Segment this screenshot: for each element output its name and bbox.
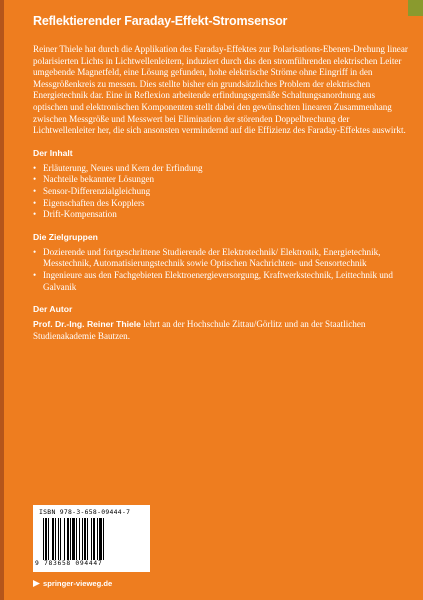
barcode-bar — [60, 518, 61, 560]
author-text: lehrt an der Hochschule Zittau/Görlitz und an der Staatlichen Studienakademie Bautzen. — [33, 319, 366, 341]
bullet-icon: • — [33, 197, 37, 208]
list-item: • Ingenieure aus den Fachgebieten Elektroenergieversorgung, Kraftwerkstechnik, Leittechnik und Galvanik — [33, 269, 393, 292]
barcode-bar — [43, 518, 44, 560]
list-item: • Drift-Kompensation — [33, 209, 117, 220]
barcode-bar — [97, 518, 98, 560]
barcode-bar — [48, 518, 49, 560]
barcode-bar — [67, 518, 69, 560]
barcode-bar — [82, 518, 83, 560]
isbn-barcode — [33, 505, 150, 572]
bullet-icon: • — [33, 209, 37, 220]
barcode-bar — [103, 518, 104, 560]
barcode-bar — [76, 518, 77, 560]
barcode-bar — [64, 518, 65, 560]
inhalt-heading: Der Inhalt — [33, 147, 73, 158]
bullet-icon: • — [33, 162, 37, 173]
inhalt-list — [33, 163, 411, 221]
zielgruppen-heading: Die Zielgruppen — [33, 231, 98, 242]
list-item: • Dozierende und fortgeschrittene Studierende der Elektrotechnik/ Elektronik, Energietechnik, Messtechnik, Automatisierungstechnik sowie Optischen Nachrichten- und Sensortechnik — [33, 246, 381, 269]
barcode-bar — [87, 518, 88, 560]
isbn-number: ISBN 978-3-658-09444-7 — [39, 508, 131, 516]
barcode-bar — [72, 518, 75, 560]
barcode-bar — [55, 518, 56, 560]
author-name: Prof. Dr.-Ing. Reiner Thiele — [33, 319, 141, 330]
author-bio — [33, 319, 411, 342]
list-item: • Nachteile bekannter Lösungen — [33, 174, 155, 185]
barcode-bar — [52, 518, 54, 560]
bullet-icon: • — [33, 269, 37, 280]
arrow-icon — [33, 580, 40, 587]
intro-paragraph: Reiner Thiele hat durch die Applikation des Faraday-Effektes zur Polarisations-Ebenen-Drehung linear polarisierten Lichts in Lichtwellenleitern, induziert durch das den stromführenden elektrischen Leiter umgebende Magnetfeld, eine Lösung gefunden, hohe elektrische Ströme ohne Eingriff in den Messgrößenkreis zu messen. Dies stellte bisher ein grundsätzliches Problem der elektrischen Energietechnik dar. Eine in Reflexion arbeitende erfindungsgemäße Schaltungsanordnung aus optischen und elektronischen Komponenten stellt dabei den gewünschten linearen Zusammenhang zwischen Messgröße und Messwert bei Elimination der störenden Doppelbrechung der Lichtwellenleiter her, die sich ansonsten vermindernd auf die Effizienz des Faraday-Effektes auswirkt. — [33, 44, 408, 136]
barcode-digits: 9 783658 094447 — [35, 560, 103, 567]
publisher-url: springer-vieweg.de — [43, 579, 113, 588]
barcode-bar — [84, 518, 86, 560]
list-item: • Erläuterung, Neues und Kern der Erfindung — [33, 162, 203, 173]
barcode-bar — [99, 518, 102, 560]
bullet-icon: • — [33, 246, 37, 257]
barcode-bars — [43, 518, 143, 560]
barcode-bar — [91, 518, 92, 560]
book-title: Reflektierender Faraday-Effekt-Stromsensor — [33, 14, 288, 28]
barcode-bar — [58, 518, 59, 560]
bullet-icon: • — [33, 174, 37, 185]
bullet-icon: • — [33, 185, 37, 196]
barcode-bar — [79, 518, 80, 560]
list-item: • Sensor-Differenzialgleichung — [33, 185, 151, 196]
barcode-bar — [93, 518, 95, 560]
zielgruppen-list — [33, 247, 411, 293]
list-item: • Eigenschaften des Kopplers — [33, 197, 145, 208]
back-cover-content — [33, 14, 411, 342]
autor-heading: Der Autor — [33, 304, 73, 315]
barcode-bar — [45, 518, 47, 560]
publisher-logo — [33, 579, 112, 588]
left-edge-rule — [0, 0, 4, 600]
barcode-bar — [70, 518, 71, 560]
